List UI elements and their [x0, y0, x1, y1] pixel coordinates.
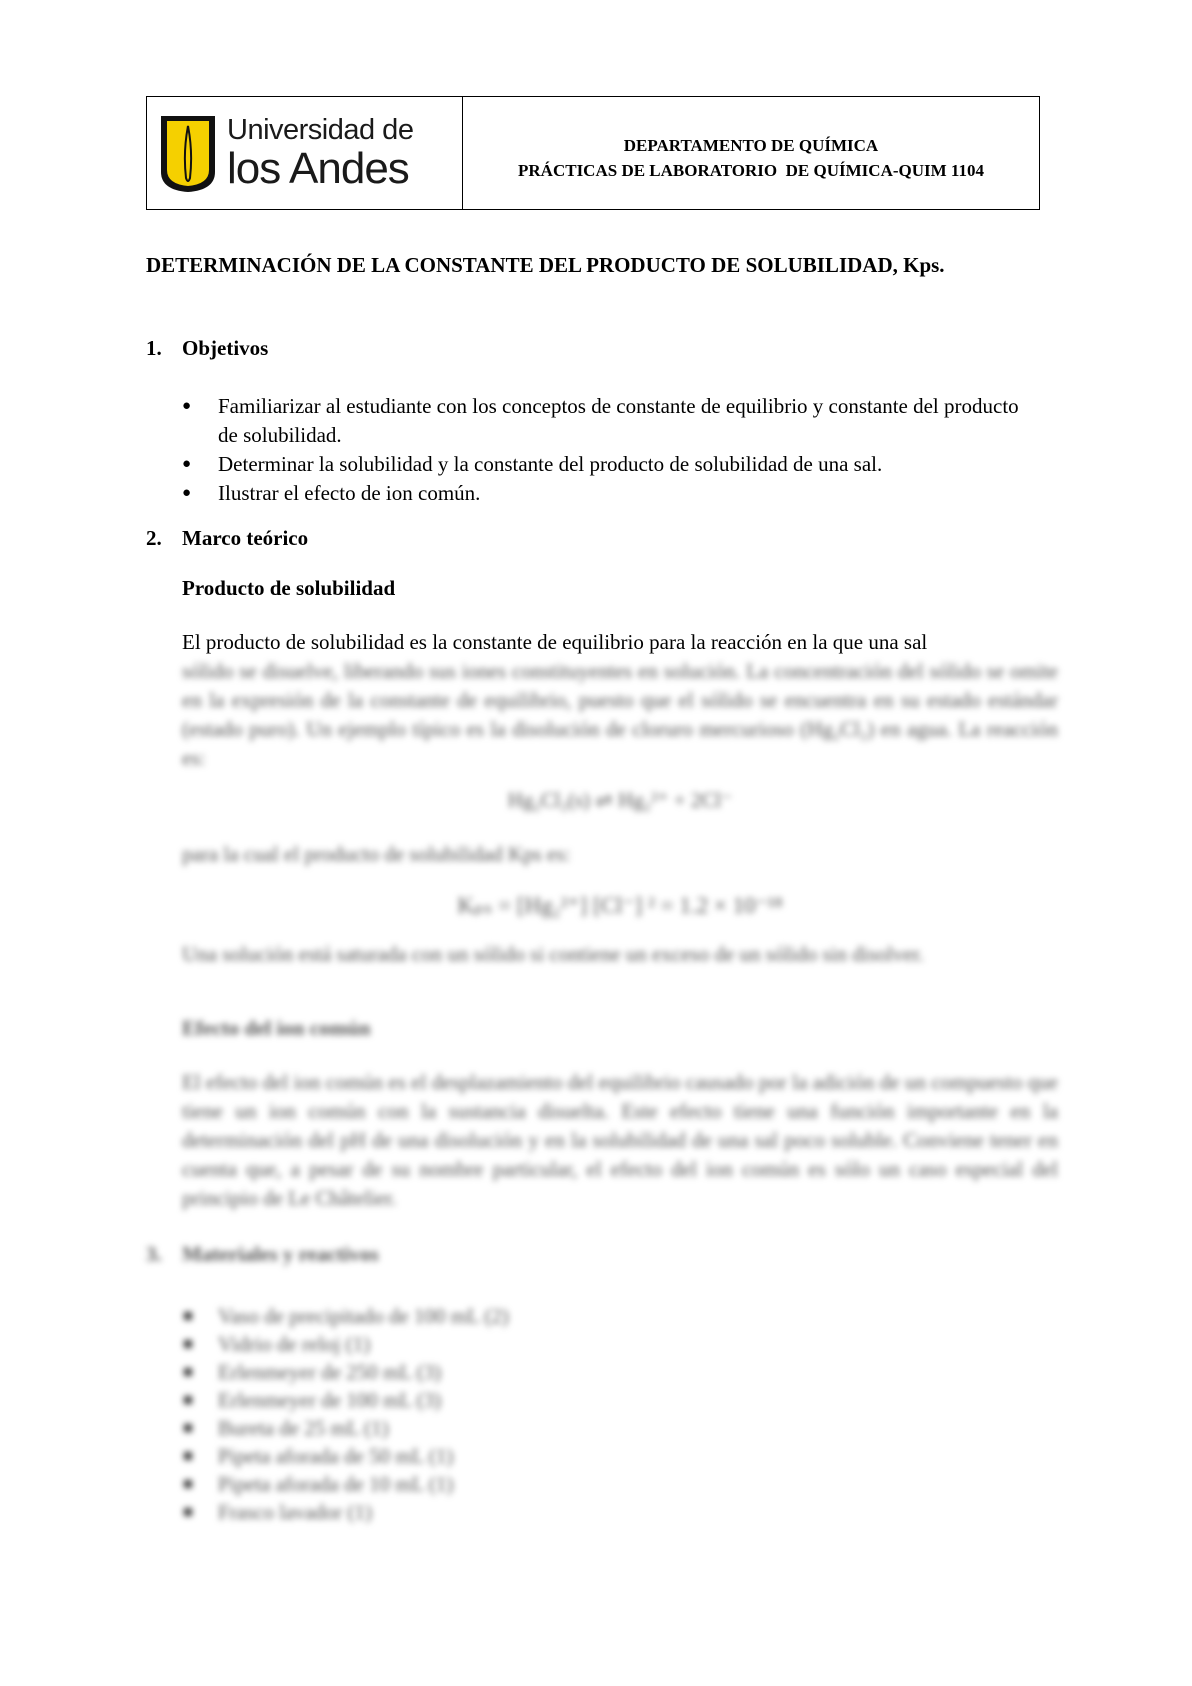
equation-dissolution: Hg₂Cl₂(s) ⇌ Hg₂²⁺ + 2Cl⁻	[507, 788, 733, 812]
list-item: Pipeta aforada de 50 mL (1)	[182, 1442, 509, 1470]
list-item: Frasco lavador (1)	[182, 1498, 509, 1526]
list-item: ● Familiarizar al estudiante con los conceptos de constante de equilibrio y constante del producto de solubilidad.	[182, 392, 1032, 450]
list-item: Bureta de 25 mL (1)	[182, 1414, 509, 1442]
section-materials-heading	[146, 1242, 379, 1267]
paragraph: sólido se disuelve, liberando sus iones constituyentes en solución. La concentración del sólido se omite en la expresión de la constante de equilibrio, puesto que el sólido se encuentra en su estado estándar (estado puro). Un ejemplo típico es la disolución de cloruro mercurioso (Hg₂Cl₂) en agua. La reacción es:	[182, 659, 1058, 770]
paragraph: El efecto del ion común es el desplazamiento del equilibrio causado por la adición de un compuesto que tiene un ion común con la sustancia disuelta. Este efecto tiene una función importante en la determinación del pH de una disolución y en la solubilidad de una sal poco soluble. Conviene tener en cuenta que, a pesar de su nombre particular, el efecto del ion común es sólo un caso especial del principio de Le Châtelier.	[182, 1070, 1058, 1210]
university-logo	[147, 97, 463, 209]
list-item: ● Ilustrar el efecto de ion común.	[182, 479, 1032, 508]
materials-list	[182, 1302, 509, 1526]
subheading-common-ion: Efecto del ion común	[182, 1016, 371, 1040]
section-theory-heading	[146, 526, 308, 551]
paragraph: Una solución está saturada con un sólido si contiene un exceso de un sólido sin disolver.	[182, 942, 924, 966]
section-number: 3.	[146, 1242, 162, 1266]
objectives-list	[182, 392, 1032, 508]
list-item: Erlenmeyer de 100 mL (3)	[182, 1386, 509, 1414]
paragraph: para la cual el producto de solubilidad Kps es:	[182, 842, 571, 866]
shield-logo-icon	[159, 112, 217, 194]
logo-line-1: Universidad de	[227, 113, 414, 146]
list-item: ● Determinar la solubilidad y la constante del producto de solubilidad de una sal.	[182, 450, 1032, 479]
list-item: Pipeta aforada de 10 mL (1)	[182, 1470, 509, 1498]
section-title: Materiales y reactivos	[182, 1242, 379, 1266]
department-name: DEPARTAMENTO DE QUÍMICA	[623, 136, 879, 155]
section-title: Objetivos	[182, 336, 269, 360]
equation-ksp: Kₚₛ = [Hg₂²⁺] [Cl⁻] ² = 1.2 × 10⁻¹⁸	[457, 893, 783, 918]
section-title: Marco teórico	[182, 526, 309, 550]
list-item: Vaso de precipitado de 100 mL (2)	[182, 1302, 509, 1330]
document-header	[146, 96, 1040, 210]
paragraph-line: El producto de solubilidad es la constante de equilibrio para la reacción en la que una sal	[182, 630, 928, 654]
logo-line-2: los Andes	[227, 143, 409, 193]
list-item: Erlenmeyer de 250 mL (3)	[182, 1358, 509, 1386]
course-name: PRÁCTICAS DE LABORATORIO DE QUÍMICA-QUIM 1104	[518, 161, 984, 180]
document-title: DETERMINACIÓN DE LA CONSTANTE DEL PRODUCTO DE SOLUBILIDAD, Kps.	[146, 253, 945, 277]
section-objectives-heading	[146, 336, 268, 361]
section-number: 1.	[146, 336, 162, 360]
section-number: 2.	[146, 526, 162, 550]
subheading-solubility-product: Producto de solubilidad	[182, 576, 396, 600]
list-item: Vidrio de reloj (1)	[182, 1330, 509, 1358]
